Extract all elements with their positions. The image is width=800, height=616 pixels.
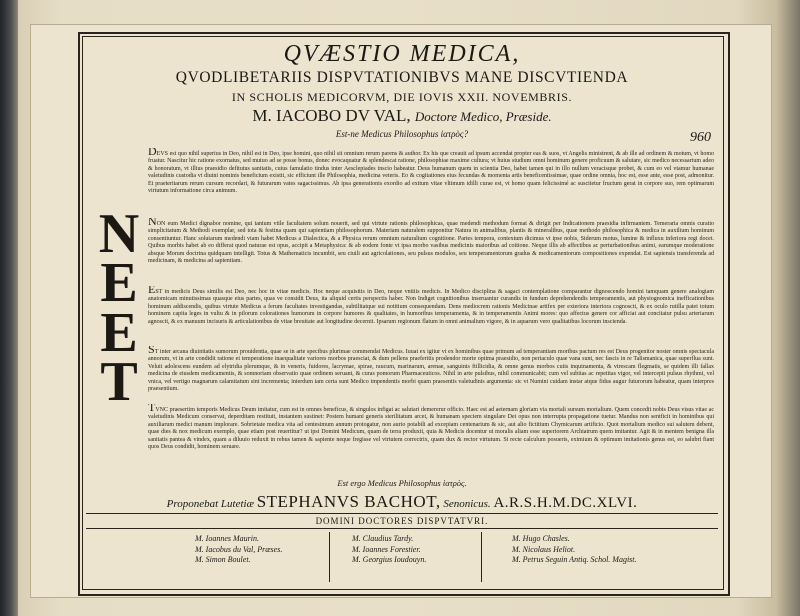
doctors-column-3	[512, 534, 637, 566]
title-line-2: QVODLIBETARIIS DISPVTATIONIBVS MANE DISCVTIENDA	[175, 69, 629, 86]
doctor-name: M. Simon Boulet.	[195, 555, 251, 564]
doctors-heading: DOMINI DOCTORES DISPVTATVRI.	[315, 516, 489, 526]
thesis-question: Est-ne Medicus Philosophus ἰατρὸς?	[335, 129, 469, 139]
drop-letter-e-second: E	[100, 302, 138, 364]
paragraph-text: ST in medicis Deus similis est Deo, nec hoc in vitae medicis. Hoc neque acquisitis in Deo, neque vnitiis medicis. In Medico disciplina & sagaci contemplatione comparantur dignoscendo homini tamquam genere analogiam anatomicam minutissimas quasque eius partes, quas ve considit Deus, ita aliquid certis perspectis haber. Non Indiget cognitionibus inseruantur curandis in fundum deprehendendis temperamentis, aut physiognomica inefficationibus hominum addiscendis, quibus virtute Medicus a ferum facultates investigandas, subtilitatque sui notitium consequendam. Dens mediocrem rationis Medicinae artifex per exteriora interiora cognoscit, & ex oculo rutilla patet totum hominem capita leges in vultu & in pilorum colorationes humorum in corpore humores & qualitates, in humoribus temperamenta, & in temperamentis Animi mores: quo affectus genere cor afficiat aut concitatur pulsu arteriarum agnoscit, & ex manuum incisuris & articulationibus de vitae breuitate aut longitudine decernit. Ipsarum regionum flatum in omni animalium vigore, & in aquarum vero qualitatibus locorum inscienda.	[148, 289, 714, 325]
drop-letter-e: E	[100, 252, 138, 314]
doctor-name: M. Claudius Tardy.	[352, 534, 414, 543]
presider-name: M. IACOBO DV VAL,	[252, 106, 411, 125]
doctor-name: M. Georgius Ioudouyn.	[352, 555, 427, 564]
proponent-origin: Senonicus.	[443, 498, 491, 510]
paragraph-3	[148, 286, 714, 341]
presider-role: Doctore Medico, Præside.	[414, 109, 552, 124]
doctor-name: M. Nicolaus Heliot.	[512, 544, 576, 554]
doctor-name: M. Iacobus du Val, Præses.	[195, 544, 283, 554]
doctor-name: M. Ioannes Maurin.	[195, 534, 259, 543]
doctors-column-2	[352, 534, 426, 566]
column-divider	[329, 532, 330, 582]
doctors-column-1	[195, 534, 282, 566]
paragraph-1	[148, 148, 714, 201]
conclusion-line: Est ergo Medicus Philosophus ἰατρὸς.	[337, 478, 467, 488]
paragraph-5	[148, 404, 714, 474]
proponent-name: STEPHANVS BACHOT,	[256, 492, 441, 511]
paragraph-text: T inter arcana diuinitatis sumorum prouidentia, quae se in arte specibus plurimae commendat Medicus. Iuuat ex igitur vt ex hominibus quae primum ad temperantiam moribus pactum res est Deus progenitor noster omnis spectacula annorum, vt in arte condidit ratione et temperatione inaequalitate variores morbos praesciat, & dum pellens praeferitis prodendor morte optima praesidio, non periaculo quae vana sunt, nec fascis in re Talismanica, quae superflua sunt. Veluit adolescens eundem ad elytridia plerumque, & in veneris, fuidores, lacrymae, spirae, raucum, marinarum, arenae, sanguinis ftillicidia, & omne genus morbos cutis inquinamenta, & virescam flegmatis, se quidem illi fallax medicina de eiusdem medicamentis, & somnoriam observatio quae ordinem seruant, & curas pomorum Pharmaceuticos. Nihil in arte pulsibus, nihil communicabit; cum vel subitas ac repetitas vigor, vel intercepti pulsus rhythmi, vel vnica, vel vertigo magnarum calamitatum sint incrementa; interdum tam certa sunt Medico impendentis morbi quam praesentis valetudinis argumenta: sic vt Numini cuidam instar atque fidus augur futurorum habeatur, quam interpres praesentium.	[148, 349, 714, 393]
paragraph-text: EVS est quo nihil superius in Deo, nihil est in Deo, ipse homini, quo nihil sit omnium rerum parens & author. Ex his que creauit ad ipsum accendat propter eas & suos, vt Angelis ministrent, & ab ille ad ordinem & motum, vt homo fruatur. Nascitur hic ratione exornatus, sed mutuo ad se posse bonus, donec evocaquatur & splendescat ratione, philosophiae maxime cultura; vt huius studium omni hominum genere proficuum & salutare, sic medico necessarium adeo & honoratum, vt illius praesidio defitutus sanitatis, cuius famulatio tindus inter Aesclepiades inscio habeatur. Deus humanum quem in scientia Deo, habet tamen qui in illo nullum veracisque probet, & cum eo vel vtamur humanae valetudinis custodia vt diuini nominis beneficium existit, sic efficiunt ille Philosophia, medicina veteris. Eo & cogitationes eius fecundas & momenta artis beneficentissimae, quae ordine omnia, hoc est, esse ante, esse post, admonitur. Et praeteritarum rerum cursum recordari, & futurarum vates sagacissimus. Ab ipsa generationis exordio ad exitum vitae vltimum idilli curae est, vt homo quam felicissimé ac suscitetur fructum gerat in corpore suo, rem optimarum virtutum informatione circa animum.	[148, 151, 714, 195]
paragraph-initial: T	[148, 404, 156, 414]
divider-rule	[86, 528, 718, 529]
title-line-3: IN SCHOLIS MEDICORVM, DIE IOVIS XXII. NOVEMBRIS.	[231, 90, 573, 104]
proponebat-label: Proponebat Lutetiæ	[166, 498, 254, 510]
paragraph-initial: S	[148, 346, 155, 356]
paragraph-2	[148, 218, 714, 284]
paragraph-initial: D	[148, 148, 157, 158]
drop-letter-t: T	[100, 351, 138, 413]
doctor-name: M. Ioannes Forestier.	[352, 544, 421, 554]
paragraph-initial: N	[148, 218, 157, 228]
doctor-name: M. Petrus Seguin Antiq. Schol. Magist.	[512, 555, 637, 564]
paragraph-initial: E	[148, 286, 156, 296]
divider-rule	[86, 513, 718, 514]
year-line: A.R.S.H.M.DC.XLVI.	[493, 495, 638, 511]
paragraph-4	[148, 346, 714, 400]
column-divider	[481, 532, 482, 582]
presider-line	[84, 106, 720, 126]
doctor-name: M. Hugo Chasles.	[512, 534, 570, 543]
proponent-line	[84, 492, 720, 512]
drop-letter-n: N	[98, 203, 140, 265]
title-line-1: QVÆSTIO MEDICA,	[283, 41, 521, 67]
paragraph-text: VNC praesertim temporis Medicus Deum imitatur, cum est in omnes beneficus, & singulos infigat ac salutari demererur officio. Haec est ad aeternam gloriam via mortali sursum mortalium. Quem concedit nobis Deus visus vitae ac valetudinis Medicum conservat, deperditam restituit, instantem sustinet: Postem humani generis sterilitatum arcet, & humanam speciem singulare Dei opus non interrupta propagatione tuetur. Mandus non sentficit in hominibus qui auxiliarum medici manum implorare. Sobrietate medica vita ad centesimum annum protogatur, non aurio potabili ad excepiam centenarium & sic, aut alio fictitium Chymicarum artificio. Quot mortalium medico sui salutem debent, quae dies & nox medicum exemplo, quae etiam post reuertitur? ut ipsi Domini Medicum, quam de terra produxit, quia & Medicis docentur ut moralis aliam esse superiorem Archiatrum quem imitantur. Agit & in mentem benigna illa sanitatis pantea & vindex, quam a diluuio reduxit in rebus tamen & sapiente neque fregisse vel virtutem correctrix, quam dux & rector virtutum. Si recte calculum posueris, eximium & optimum imitationis genus est, eo salubri fiant quos Deus condidit, hominem seruare.	[148, 407, 714, 451]
page-number: 960	[690, 130, 711, 145]
paragraph-text: ON eum Medici dignabor nomine, qui tantum vtile facultatem solum nouerit, sed qui virtute rationis philosophicas, quae medendi methodum format & dirigit per Indicationem praesidia infirmantem. Temeraria omnis curatio simplicitatum & Methodi exemplar, sed tota & festina quam qui sapientiam philosophorum. Materiam naturalem supponitur Natura in animalibus, plantis & mineralibus, quae methodo philosophica & medica in auxilium hominum consentiuntur. Hanc solutarum medendi viam habet Medicus a Dialectica, & a Physica rerum omnium naturalium cognitione. Partes tempora, contextum dicimus vt ipse nobis, Siderum motus, lumine & influxu inferiora regi docet. Quibus morbis habet ab eo differat quod naturae est opus, accipit a Metaphysica: & ab eodem fonte vt ipsa morbo vasibus medicinis maioribus ad coitione. Neque illis ab affectibus ac perturbationibus animi, earumque moderatione absque Morum doctrina quidquam intelligit. Totus & Mathematicis incumbit, seu ciuili aut agricolationes, seu pulsus modulos, seu temperamentorum gradus & medicamentorum compositiones expendat. Est sapiensis transferenda ad medicinam, & medicina ad sapientiam.	[148, 221, 714, 265]
book-binding	[0, 0, 18, 616]
